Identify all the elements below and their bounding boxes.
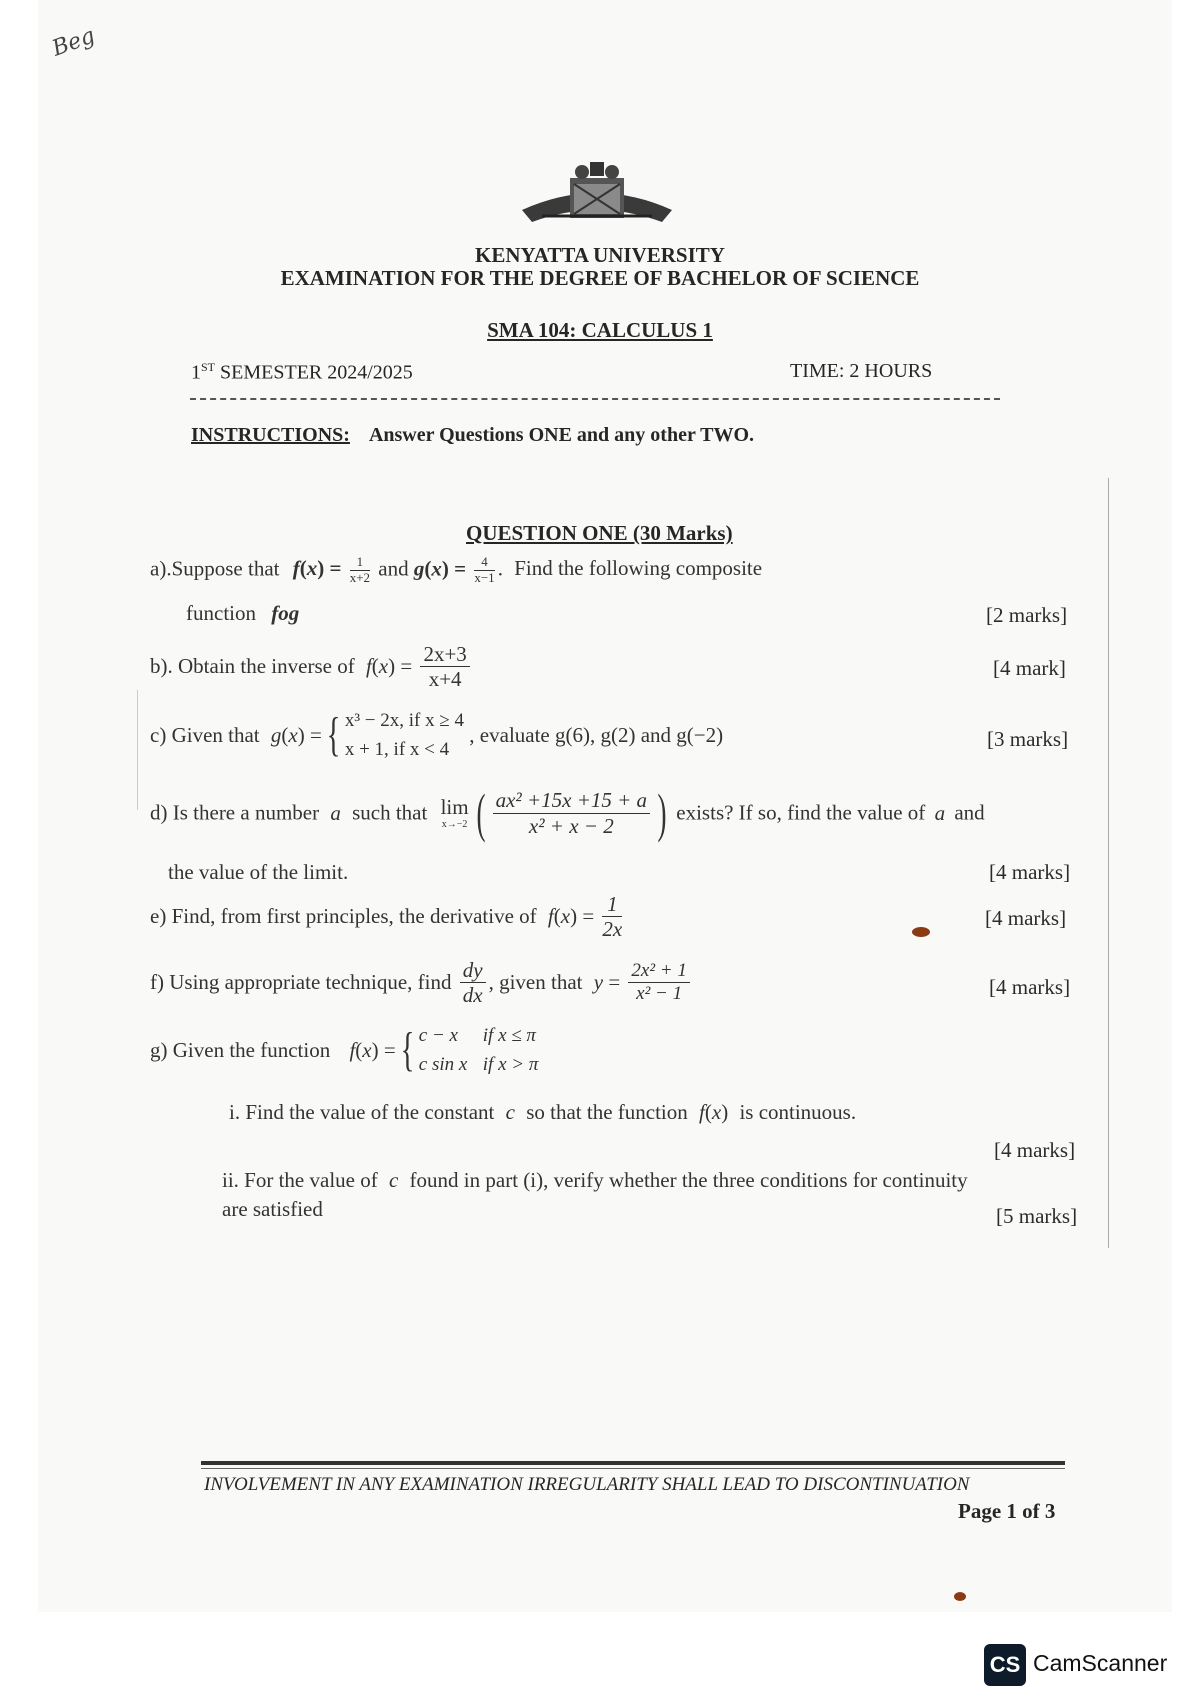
limit-denominator: x² + x − 2 xyxy=(528,813,614,838)
question-g-ii: ii. For the value of c found in part (i), verify whether the three conditions for continuity xyxy=(222,1168,968,1192)
inverse-denominator: x+4 xyxy=(428,667,462,692)
footer-warning: INVOLVEMENT IN ANY EXAMINATION IRREGULARITY SHALL LEAD TO DISCONTINUATION xyxy=(204,1474,970,1495)
question-f: f) Using appropriate technique, find $\frac{dy}{dx}$ , given that y = $\frac{\text{2x² + 1}}{\text{x² − 1}}$ xyxy=(150,958,693,1007)
question-g-i: i. Find the value of the constant c so that the function f(x) is continuous. xyxy=(229,1100,857,1124)
piecewise-f-case1-cond: if x ≤ π xyxy=(482,1025,536,1046)
y-numerator: 2x² + 1 xyxy=(628,960,689,983)
dy-dx-fraction xyxy=(460,958,486,1007)
question-c: c) Given that g(x) ={ x³ − 2x, if x ≥ 4 x + 1, if x < 4 , evaluate g(6), g(2) and g(−2) xyxy=(150,706,723,765)
piecewise-f-case2-expr: c sin x xyxy=(418,1054,468,1076)
question-g-ii-marks: [5 marks] xyxy=(996,1204,1078,1228)
question-g-i-marks: [4 marks] xyxy=(994,1138,1076,1162)
semester-label xyxy=(191,360,413,385)
question-c-evaluate: , evaluate g(6), g(2) and g(−2) xyxy=(469,722,724,747)
question-g: g) Given the function f(x) ={ c − x if x ≤ π c sin x if x > π xyxy=(150,1021,538,1080)
camscanner-logo: CS xyxy=(984,1644,1026,1686)
limit-fraction xyxy=(493,788,650,837)
dx-denominator: dx xyxy=(462,983,483,1008)
limit-subscript: x→−2 xyxy=(441,819,468,831)
inverse-numerator: 2x+3 xyxy=(420,642,469,667)
question-g-ii-line2: are satisfied xyxy=(222,1197,323,1221)
ink-dot xyxy=(954,1592,966,1601)
derivative-denominator: 2x xyxy=(602,917,623,942)
question-e-marks: [4 marks] xyxy=(985,906,1067,930)
annotation-text: Beg xyxy=(49,23,99,62)
limit-lim: lim xyxy=(440,795,469,820)
question-g-i-end: is continuous. xyxy=(739,1100,857,1124)
question-c-text: c) Given that xyxy=(150,722,260,747)
question-a-function-word: function xyxy=(186,601,256,625)
question-f-given: , given that xyxy=(488,970,583,995)
instructions-label: INSTRUCTIONS: xyxy=(191,424,350,446)
semester-text: SEMESTER 2024/2025 xyxy=(215,361,413,384)
dy-numerator: dy xyxy=(460,958,486,983)
g-fraction: $\frac{4}{x-1}$ xyxy=(474,554,495,585)
question-d-such-that: such that xyxy=(352,800,428,825)
piecewise-g-case1: x³ − 2x, if x ≥ 4 xyxy=(344,710,465,731)
piecewise-g-case2: x + 1, if x < 4 xyxy=(344,739,450,761)
question-f-marks: [4 marks] xyxy=(989,975,1071,999)
question-b: b). Obtain the inverse of f(x) = $\frac{2x+3}{x+4}$ xyxy=(150,642,473,691)
university-name: KENYATTA UNIVERSITY xyxy=(475,243,725,267)
question-g-text: g) Given the function xyxy=(150,1037,331,1062)
piecewise-f xyxy=(419,1021,539,1080)
question-one-title: QUESTION ONE (30 Marks) xyxy=(466,521,733,545)
derivative-numerator: 1 xyxy=(602,892,622,917)
question-g-ii-text: ii. For the value of xyxy=(222,1168,378,1192)
semester-number: 1 xyxy=(191,361,201,384)
question-e-text: e) Find, from first principles, the derivative of xyxy=(150,904,537,929)
question-b-marks: [4 mark] xyxy=(993,656,1066,680)
question-d: d) Is there a number a such that lim x→−2 ( $\frac{\text{ax² +15x +15 + a}}{\text{x² + x − 2}}$ ) exists? If so, find the value of a and xyxy=(150,783,985,843)
piecewise-g xyxy=(345,706,464,765)
left-margin-line xyxy=(137,690,138,810)
piecewise-f-case2-cond: if x > π xyxy=(482,1054,539,1076)
question-a-intro: a).Suppose that xyxy=(150,556,280,581)
question-a: a).Suppose that f(x) = $\frac{1}{x+2}$ and g(x) = $\frac{4}{x-1}$ . Find the following composite xyxy=(150,554,763,585)
instructions-text: Answer Questions ONE and any other TWO. xyxy=(368,424,755,446)
exam-title: EXAMINATION FOR THE DEGREE OF BACHELOR OF SCIENCE xyxy=(280,266,920,290)
exam-time: TIME: 2 HOURS xyxy=(790,360,933,382)
footer-rule-thin xyxy=(201,1468,1065,1469)
page-number: Page 1 of 3 xyxy=(958,1499,1056,1523)
question-d-marks: [4 marks] xyxy=(989,860,1071,884)
question-a-find: Find the following composite xyxy=(514,556,763,581)
question-g-i-text: i. Find the value of the constant xyxy=(229,1100,495,1124)
limit-numerator: ax² +15x +15 + a xyxy=(493,788,650,813)
limit-operator xyxy=(441,795,469,831)
question-d-and: and xyxy=(954,800,985,825)
question-g-i-rest: so that the function xyxy=(526,1100,688,1124)
right-margin-line xyxy=(1108,478,1109,1248)
question-d-text: d) Is there a number xyxy=(150,800,320,825)
footer-rule xyxy=(201,1461,1065,1465)
instructions xyxy=(191,424,754,447)
question-f-text: f) Using appropriate technique, find xyxy=(150,970,452,995)
question-a-marks: [2 marks] xyxy=(986,603,1068,627)
semester-suffix: ST xyxy=(201,360,216,374)
y-denominator: x² − 1 xyxy=(636,983,683,1005)
inverse-fraction xyxy=(420,642,469,691)
question-d-exists: exists? If so, find the value of xyxy=(676,800,926,825)
piecewise-f-case1-expr: c − x xyxy=(418,1025,458,1046)
header-dashed-divider xyxy=(190,398,1000,400)
derivative-fraction xyxy=(602,892,622,941)
y-fraction xyxy=(628,960,689,1005)
composite-fog: fog xyxy=(271,601,300,625)
question-g-ii-rest: found in part (i), verify whether the three conditions for continuity xyxy=(409,1168,968,1192)
question-a-line2 xyxy=(186,601,299,626)
question-b-text: b). Obtain the inverse of xyxy=(150,654,355,679)
question-d-line2: the value of the limit. xyxy=(168,860,349,884)
ink-smudge xyxy=(912,927,930,937)
camscanner-name: CamScanner xyxy=(1033,1650,1168,1676)
f-fraction: $\frac{1}{x+2}$ xyxy=(349,554,371,585)
course-title: SMA 104: CALCULUS 1 xyxy=(487,318,713,342)
question-e: e) Find, from first principles, the derivative of f(x) = $\frac{1}{2x}$ xyxy=(150,892,623,942)
question-c-marks: [3 marks] xyxy=(987,727,1069,751)
university-crest-icon xyxy=(512,158,682,242)
